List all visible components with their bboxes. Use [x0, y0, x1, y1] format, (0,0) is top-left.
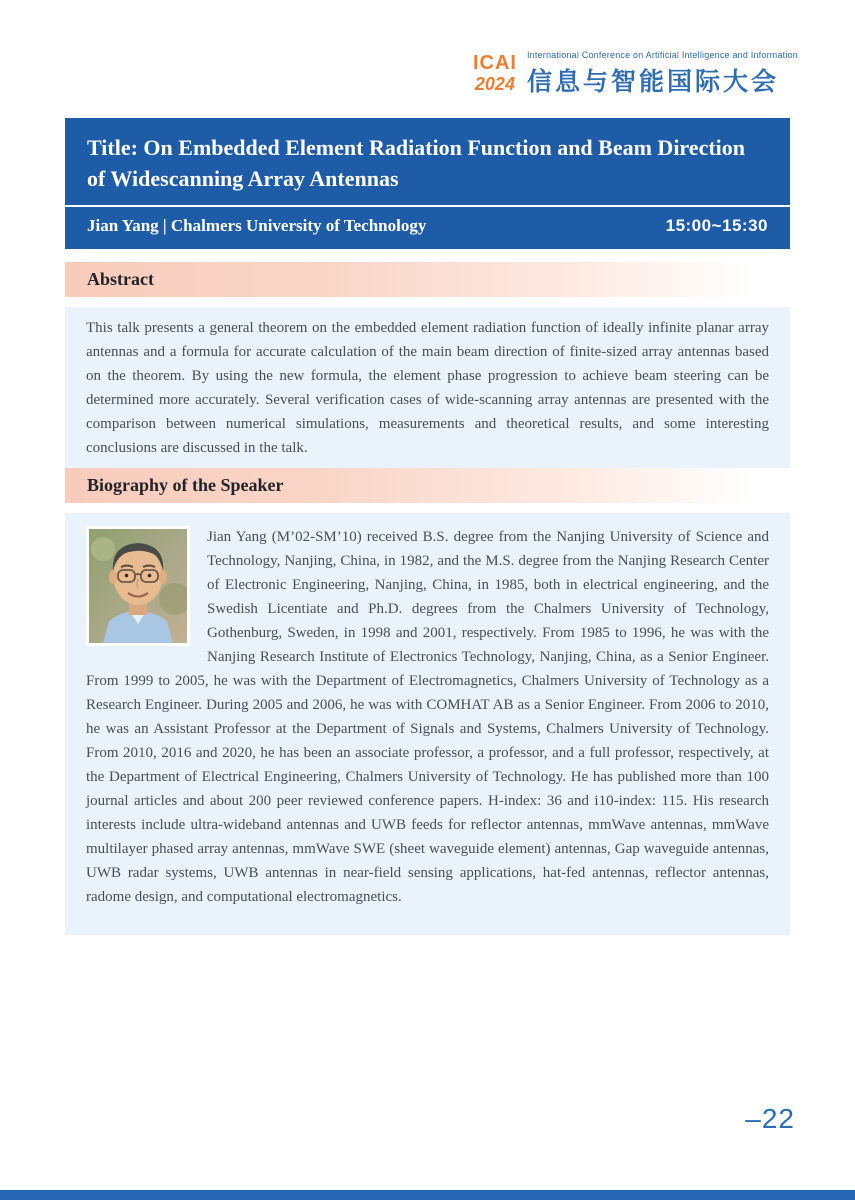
session-time: 15:00~15:30 — [665, 216, 768, 235]
logo-tagline: International Conference on Artificial Intelligence and Information — [526, 50, 798, 60]
session-header-block — [65, 118, 790, 249]
abstract-section-header — [65, 262, 790, 297]
session-title: Title: On Embedded Element Radiation Function and Beam Direction of Widescanning Array Antennas — [87, 135, 746, 191]
abstract-panel — [65, 307, 790, 472]
logo-chinese-title: 信息与智能国际大会 — [526, 68, 779, 96]
conference-logo — [473, 50, 798, 98]
biography-text: Jian Yang (M’02-SM’10) received B.S. degree from the Nanjing University of Science and Technology, Nanjing, China, in 1982, and the M.S. degree from the Nanjing Research Center of Electronic Engineering, Nanjing, China, in 1985, both in electrical engineering, and the Swedish Licentiate and Ph.D. degrees from the Chalmers University of Technology, Gothenburg, Sweden, in 1998 and 2001, respectively. From 1985 to 1996, he was with the Nanjing Research Institute of Electronics Technology, Nanjing, China, as a Senior Engineer. From 1999 to 2005, he was with the Department of Electromagnetics, Chalmers University of Technology as a Research Engineer. During 2005 and 2006, he was with COMHAT AB as a Senior Engineer. From 2006 to 2010, he was an Assistant Professor at the Department of Signals and Systems, Chalmers University of Technology. From 2010, 2016 and 2020, he has been an associate professor, a professor, and a full professor, respectively, at the Department of Electrical Engineering, Chalmers University of Technology. He has published more than 100 journal articles and about 200 peer reviewed conference papers. H-index: 36 and i10-index: 115. His research interests include ultra-wideband antennas and UWB feeds for reflector antennas, mmWave antennas, mmWave multilayer phased array antennas, mmWave SWE (sheet waveguide element) antennas, Gap waveguide antennas, UWB radar systems, UWB antennas in near-field sensing applications, hat-fed antennas, reflector antennas, radome design, and computational electromagnetics. — [86, 529, 769, 905]
biography-panel — [65, 513, 790, 935]
logo-mark — [473, 50, 517, 93]
logo-acronym: ICAI — [472, 52, 517, 74]
speaker-affiliation: Jian Yang | Chalmers University of Technology — [87, 216, 427, 235]
session-meta — [65, 207, 790, 249]
footer-bar — [0, 1190, 855, 1200]
biography-section-header — [65, 468, 790, 503]
logo-text — [527, 50, 798, 98]
abstract-heading: Abstract — [87, 269, 154, 289]
page-number: –22 — [745, 1103, 795, 1134]
abstract-text: This talk presents a general theorem on the embedded element radiation function of ideally infinite planar array antennas and a formula for accurate calculation of the main beam direction of finite-sized array antennas based on the theorem. By using the new formula, the element phase progression to achieve beam steering can be determined more accurately. Several verification cases of wide-scanning array antennas are presented with the comparison between numerical simulations, measurements and theoretical results, and some interesting conclusions are discussed in the talk. — [86, 320, 769, 456]
logo-year: 2024 — [474, 74, 515, 94]
speaker-photo — [86, 526, 190, 646]
biography-heading: Biography of the Speaker — [87, 475, 284, 495]
